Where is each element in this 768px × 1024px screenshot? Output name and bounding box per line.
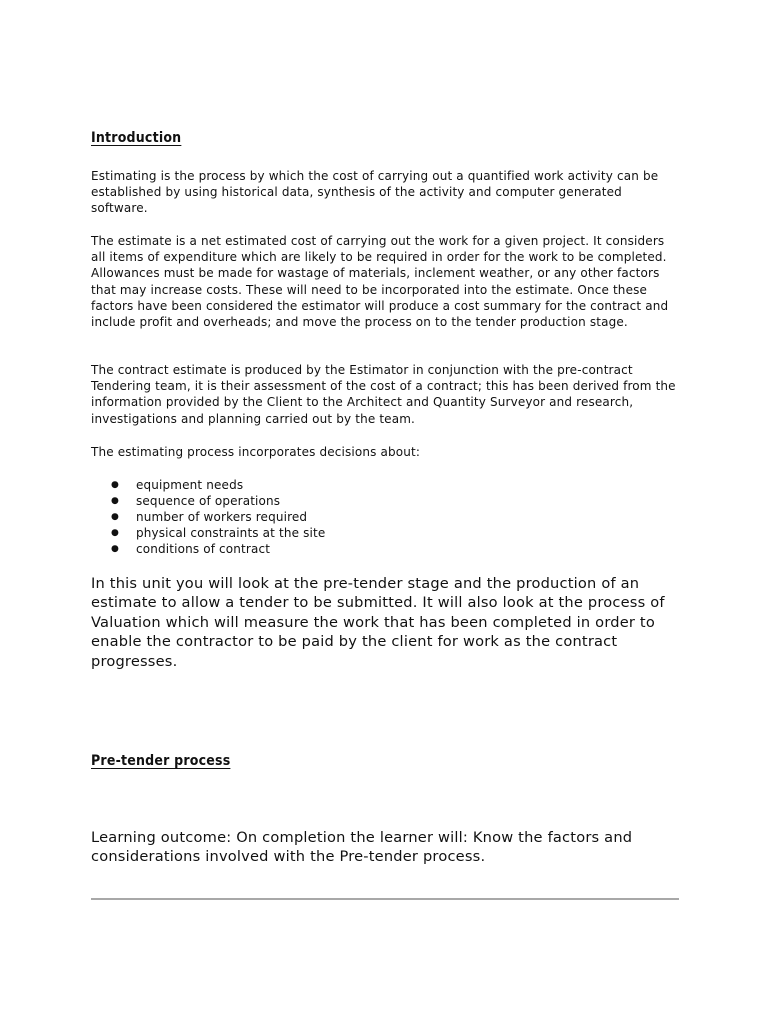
list-item xyxy=(91,477,591,493)
horizontal-divider xyxy=(91,898,679,900)
bullet-icon: ● xyxy=(111,528,120,538)
bullet-icon: ● xyxy=(111,512,120,522)
decisions-list xyxy=(91,477,591,557)
bullet-icon: ● xyxy=(111,496,120,506)
list-item xyxy=(91,541,591,557)
intro-paragraph-3: The contract estimate is produced by the Estimator in conjunction with the pre-contract Tendering team, it is their assessment of the cost of a contract; this has been derived from the information provided by the Client to the Architect and Quantity Surveyor and research, investigations and planning carried out by the team. xyxy=(91,363,676,426)
list-item xyxy=(91,509,591,525)
intro-paragraph-2: The estimate is a net estimated cost of carrying out the work for a given project. It considers all items of expenditure which are likely to be required in order for the work to be completed. Allowances must be made for wastage of materials, inclement weather, or any other factors that may increase costs. These will need to be incorporated into the estimate. Once these factors have been considered the estimator will produce a cost summary for the contract and include profit and overheads; and move the process on to the tender production stage. xyxy=(91,234,669,330)
learning-outcome-paragraph: Learning outcome: On completion the learner will: Know the factors and considerations involved with the Pre-tender process. xyxy=(91,829,633,866)
intro-paragraph-1: Estimating is the process by which the cost of carrying out a quantified work activity can be established by using historical data, synthesis of the activity and computer generated software. xyxy=(91,169,659,216)
intro-paragraph-4: The estimating process incorporates decisions about: xyxy=(91,445,421,459)
list-item-text: physical constraints at the site xyxy=(136,526,326,540)
list-item-text: number of workers required xyxy=(136,510,308,524)
introduction-heading: Introduction xyxy=(91,130,182,146)
bullet-icon: ● xyxy=(111,480,120,490)
list-item-text: sequence of operations xyxy=(136,494,281,508)
unit-summary-paragraph: In this unit you will look at the pre-tender stage and the production of an estimate to allow a tender to be submitted. It will also look at the process of Valuation which will measure the work that has been completed in order to enable the contractor to be paid by the client for work as the contract progresses. xyxy=(91,575,665,670)
list-item-text: equipment needs xyxy=(136,478,244,492)
list-item xyxy=(91,493,591,509)
list-item-text: conditions of contract xyxy=(136,542,271,556)
list-item xyxy=(91,525,591,541)
bullet-icon: ● xyxy=(111,544,120,554)
pre-tender-heading: Pre-tender process xyxy=(91,753,231,769)
